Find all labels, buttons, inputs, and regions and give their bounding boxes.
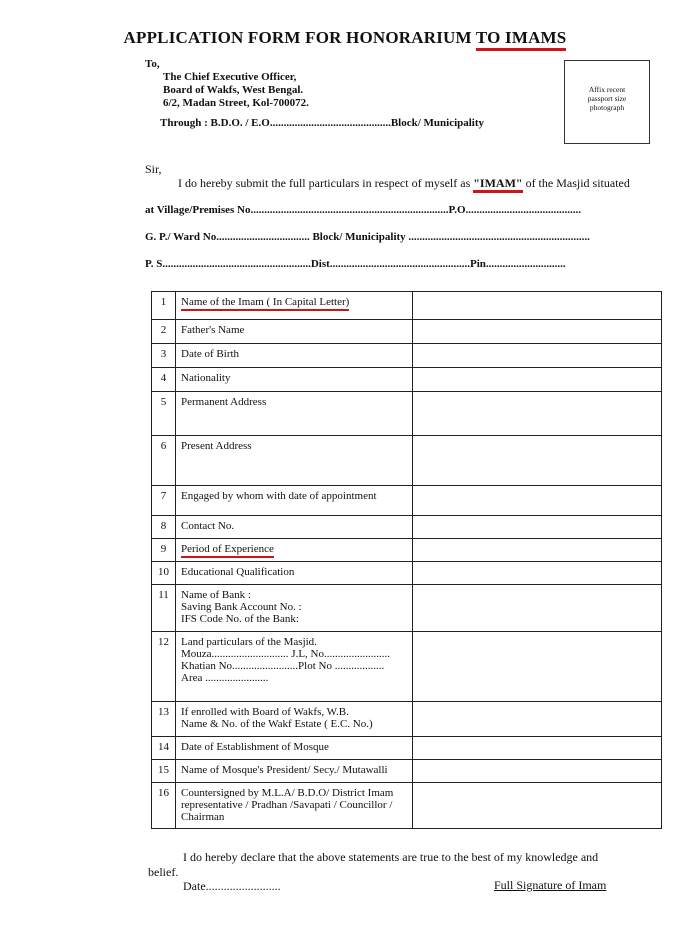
date-field[interactable]: Date......................... [183,879,281,893]
row-label [181,543,407,555]
table-row [152,320,662,344]
row-label-cell [176,702,413,737]
row-sublabel: representative / Pradhan /Savapati / Councillor / [181,799,393,811]
row-value-field[interactable] [413,392,662,436]
table-row [152,760,662,783]
intro-after: of the Masjid situated [522,176,630,190]
row-label-cell [176,585,413,632]
table-row [152,632,662,702]
row-label: If enrolled with Board of Wakfs, W.B. [181,706,349,718]
row-sublabel: IFS Code No. of the Bank: [181,613,299,625]
row-label-cell [176,292,413,320]
intro-imam: "IMAM" [473,176,522,193]
row-sublabel: Khatian No........................Plot No .................. [181,660,385,672]
row-number: 6 [152,436,176,486]
row-number: 13 [152,702,176,737]
table-row [152,436,662,486]
row-value-field[interactable] [413,368,662,392]
row-label: Engaged by whom with date of appointment [181,490,377,502]
photo-box-line-3: photograph [589,103,625,112]
row-label-cell [176,516,413,539]
row-value-field[interactable] [413,783,662,829]
table-row [152,392,662,436]
row-label: Land particulars of the Masjid. [181,636,317,648]
row-label: Countersigned by M.L.A/ B.D.O/ District Imam [181,787,394,799]
address-to: To, [145,58,160,70]
intro-before: I do hereby submit the full particulars in respect of myself as [178,176,474,190]
row-number: 9 [152,539,176,562]
row-number: 12 [152,632,176,702]
photo-box-line-2: passport size [587,94,627,103]
table-row [152,516,662,539]
row-value-field[interactable] [413,562,662,585]
particulars-table [151,291,662,829]
row-label-cell [176,539,413,562]
table-row [152,344,662,368]
row-label: Present Address [181,440,252,452]
row-sublabel: Area ....................... [181,672,269,684]
row-number: 1 [152,292,176,320]
address-line-3: 6/2, Madan Street, Kol-700072. [163,97,309,109]
row-number: 11 [152,585,176,632]
row-label-cell [176,436,413,486]
row-label-cell [176,392,413,436]
row-label-cell [176,320,413,344]
row-label: Educational Qualification [181,566,295,578]
row-value-field[interactable] [413,516,662,539]
row-label: Contact No. [181,520,235,532]
row-number: 5 [152,392,176,436]
row-label-cell [176,486,413,516]
row-value-field[interactable] [413,320,662,344]
table-row [152,585,662,632]
row-sublabel: Saving Bank Account No. : [181,601,302,613]
row-value-field[interactable] [413,760,662,783]
row-label: Name of Mosque's President/ Secy./ Mutawalli [181,764,388,776]
form-title-underlined: TO IMAMS [476,28,567,51]
row-label-text: Period of Experience [181,543,274,558]
row-number: 2 [152,320,176,344]
table-row [152,292,662,320]
row-number: 16 [152,783,176,829]
row-label: Nationality [181,372,231,384]
declaration-end: belief. [148,865,179,879]
row-number: 4 [152,368,176,392]
row-value-field[interactable] [413,632,662,702]
row-label: Father's Name [181,324,245,336]
row-label-cell [176,760,413,783]
row-value-field[interactable] [413,344,662,368]
row-number: 15 [152,760,176,783]
row-value-field[interactable] [413,486,662,516]
table-row [152,702,662,737]
table-row [152,783,662,829]
row-value-field[interactable] [413,737,662,760]
table-row [152,486,662,516]
intro-paragraph [178,176,630,191]
form-title [0,28,690,48]
row-sublabel: Chairman [181,811,225,823]
signature-field[interactable]: Full Signature of Imam [494,878,607,892]
address-line-1: The Chief Executive Officer, [163,71,297,83]
row-label: Date of Birth [181,348,240,360]
table-row [152,737,662,760]
gp-line[interactable]: G. P./ Ward No.................................. Block/ Municipality .................................................................. [145,231,590,243]
row-sublabel: Name & No. of the Wakf Estate ( E.C. No.) [181,718,373,730]
row-label-cell [176,344,413,368]
row-value-field[interactable] [413,702,662,737]
row-label-cell [176,783,413,829]
row-label-cell [176,737,413,760]
row-label-cell [176,368,413,392]
row-label: Name of Bank : [181,589,251,601]
row-label-cell [176,562,413,585]
photo-box [564,60,650,144]
row-label: Permanent Address [181,396,267,408]
ps-line[interactable]: P. S......................................................Dist...................................................Pin............................. [145,258,566,270]
row-value-field[interactable] [413,539,662,562]
table-row [152,368,662,392]
through-line: Through : B.D.O. / E.O............................................Block/ Municipality [160,117,485,129]
row-number: 7 [152,486,176,516]
row-number: 3 [152,344,176,368]
row-sublabel: Mouza............................ J.L, No........................ [181,648,390,660]
row-value-field[interactable] [413,585,662,632]
row-number: 14 [152,737,176,760]
row-value-field[interactable] [413,436,662,486]
row-label: Date of Establishment of Mosque [181,741,329,753]
row-number: 8 [152,516,176,539]
row-label [181,296,407,308]
village-line[interactable]: at Village/Premises No........................................................................P.O.......................................... [145,204,582,216]
photo-box-line-1: Affix recent [588,85,626,94]
table-row [152,539,662,562]
address-line-2: Board of Wakfs, West Bengal. [163,84,304,96]
row-label-cell [176,632,413,702]
salutation: Sir, [145,162,162,176]
row-label-text: Name of the Imam ( In Capital Letter) [181,296,349,311]
row-number: 10 [152,562,176,585]
table-row [152,562,662,585]
recipient-address [145,58,309,110]
declaration: I do hereby declare that the above statements are true to the best of my knowledge and [183,850,599,864]
form-title-main: APPLICATION FORM FOR HONORARIUM [123,28,476,47]
row-value-field[interactable] [413,292,662,320]
